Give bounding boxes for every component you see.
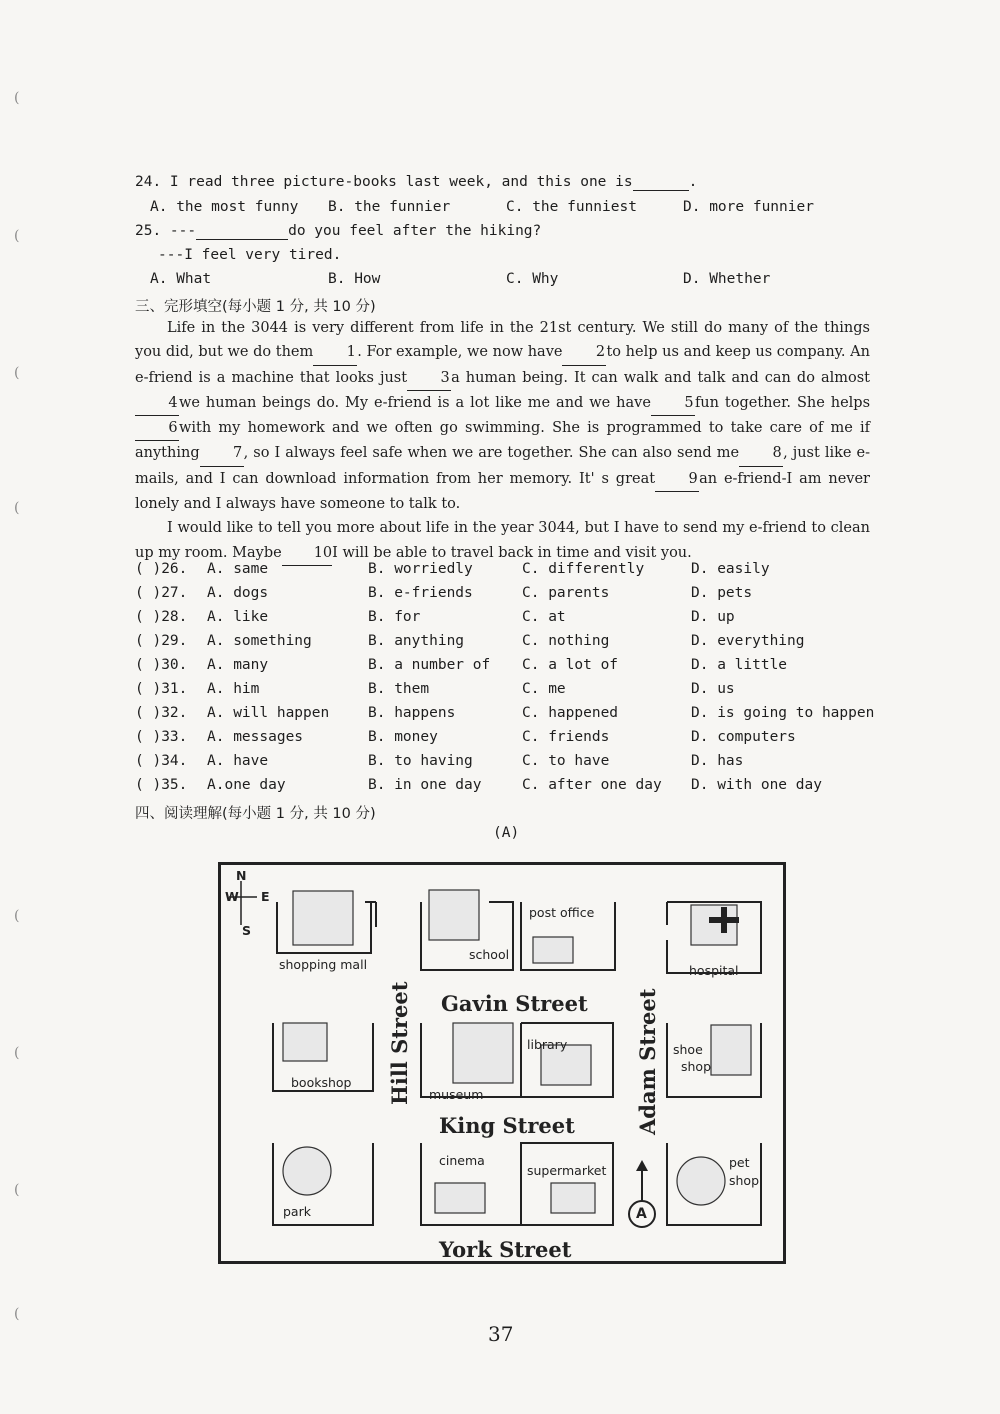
label-shoe: shoe bbox=[673, 1042, 703, 1057]
question-25-answer: ---I feel very tired. bbox=[158, 247, 342, 263]
margin-mark: ( bbox=[14, 500, 20, 516]
page-number: 37 bbox=[488, 1322, 514, 1346]
street-map bbox=[218, 862, 786, 1264]
blank-6: 6 bbox=[135, 416, 179, 441]
cloze-passage bbox=[135, 316, 870, 566]
shopping-mall-drawing bbox=[293, 891, 353, 945]
margin-mark: ( bbox=[14, 1182, 20, 1198]
label-school: school bbox=[469, 947, 510, 962]
label-park: park bbox=[283, 1204, 311, 1219]
label-pet-shop: shop bbox=[729, 1173, 760, 1188]
blank-4: 4 bbox=[135, 391, 179, 416]
street-hill: Hill Street bbox=[387, 981, 412, 1105]
blank-3: 3 bbox=[407, 366, 451, 391]
street-york: York Street bbox=[439, 1237, 572, 1262]
blank-8: 8 bbox=[739, 441, 783, 466]
margin-mark: ( bbox=[14, 1306, 20, 1322]
margin-mark: ( bbox=[14, 1045, 20, 1061]
blank-10: 10 bbox=[282, 541, 332, 566]
q24-option-d: D. more funnier bbox=[683, 199, 814, 215]
street-adam: Adam Street bbox=[635, 988, 660, 1135]
label-museum: museum bbox=[429, 1087, 484, 1102]
cloze-paragraph-2: I would like to tell you more about life in the year 3044, but I have to send my e-friend to clean up my room. Maybe 10I will be able to travel back in time and visit you. bbox=[135, 516, 870, 566]
label-supermarket: supermarket bbox=[527, 1163, 607, 1178]
label-shopping-mall: shopping mall bbox=[279, 957, 368, 972]
blank-9: 9 bbox=[655, 467, 699, 492]
blank-5: 5 bbox=[651, 391, 695, 416]
supermarket-cart-drawing bbox=[551, 1183, 595, 1213]
passage-a-label: (A) bbox=[493, 825, 520, 841]
street-king: King Street bbox=[439, 1113, 575, 1138]
q24-option-a: A. the most funny bbox=[150, 199, 299, 215]
arrow-up-icon bbox=[636, 1160, 648, 1171]
hospital-drawing bbox=[691, 905, 737, 945]
label-bookshop: bookshop bbox=[291, 1075, 352, 1090]
margin-mark: ( bbox=[14, 90, 20, 106]
label-pet: pet bbox=[729, 1155, 750, 1170]
q24-option-c: C. the funniest bbox=[506, 199, 637, 215]
museum-drawing bbox=[453, 1023, 513, 1083]
post-office-drawing bbox=[533, 937, 573, 963]
label-hospital: hospital bbox=[689, 963, 739, 978]
q25-option-b: B. How bbox=[328, 271, 381, 287]
cinema-drawing bbox=[435, 1183, 485, 1213]
q25-option-c: C. Why bbox=[506, 271, 559, 287]
park-tree-drawing bbox=[283, 1147, 331, 1195]
label-shoe-shop: shop bbox=[681, 1059, 712, 1074]
q25-option-a: A. What bbox=[150, 271, 212, 287]
margin-mark: ( bbox=[14, 228, 20, 244]
blank-7: 7 bbox=[200, 441, 244, 466]
compass-s: S bbox=[242, 923, 252, 938]
blank-1: 1 bbox=[313, 340, 357, 365]
margin-mark: ( bbox=[14, 365, 20, 381]
compass-w: W bbox=[225, 889, 239, 904]
q24-option-b: B. the funnier bbox=[328, 199, 451, 215]
label-library: library bbox=[527, 1037, 568, 1052]
question-24-stem: 24. I read three picture-books last week, and this one is . bbox=[135, 174, 698, 190]
pet-shop-dog-drawing bbox=[677, 1157, 725, 1205]
cloze-paragraph-1: Life in the 3044 is very different from life in the 21st century. We still do many of the things you did, but we do them 1. For example, we now have 2to help us and keep us company. An e-friend is a machine that looks just 3a human being. It can walk and talk and can do almost4we human beings do. My e-friend is a lot like me and we have 5fun together. She helps6with my homework and we often go swimming. She is programmed to take care of me if anything 7, so I always feel safe when we are together. She can also send me 8, just like e-mails, and I can download information from her memory. It' s great 9an e-friend-I am never lonely and I always have someone to talk to. bbox=[135, 320, 871, 513]
compass-n: N bbox=[236, 868, 247, 883]
compass-e: E bbox=[261, 889, 270, 904]
question-25-stem: 25. --- do you feel after the hiking? bbox=[135, 223, 542, 239]
blank-2: 2 bbox=[562, 340, 606, 365]
street-gavin: Gavin Street bbox=[441, 991, 588, 1016]
school-drawing bbox=[429, 890, 479, 940]
label-post-office: post office bbox=[529, 905, 595, 920]
label-cinema: cinema bbox=[439, 1153, 485, 1168]
marker-a: A bbox=[636, 1206, 647, 1222]
bookshop-drawing bbox=[283, 1023, 327, 1061]
q25-option-d: D. Whether bbox=[683, 271, 771, 287]
section-4-heading: 四、阅读理解(每小题 1 分, 共 10 分) bbox=[135, 806, 376, 822]
shoe-shop-drawing bbox=[711, 1025, 751, 1075]
section-3-heading: 三、完形填空(每小题 1 分, 共 10 分) bbox=[135, 299, 376, 315]
margin-mark: ( bbox=[14, 908, 20, 924]
